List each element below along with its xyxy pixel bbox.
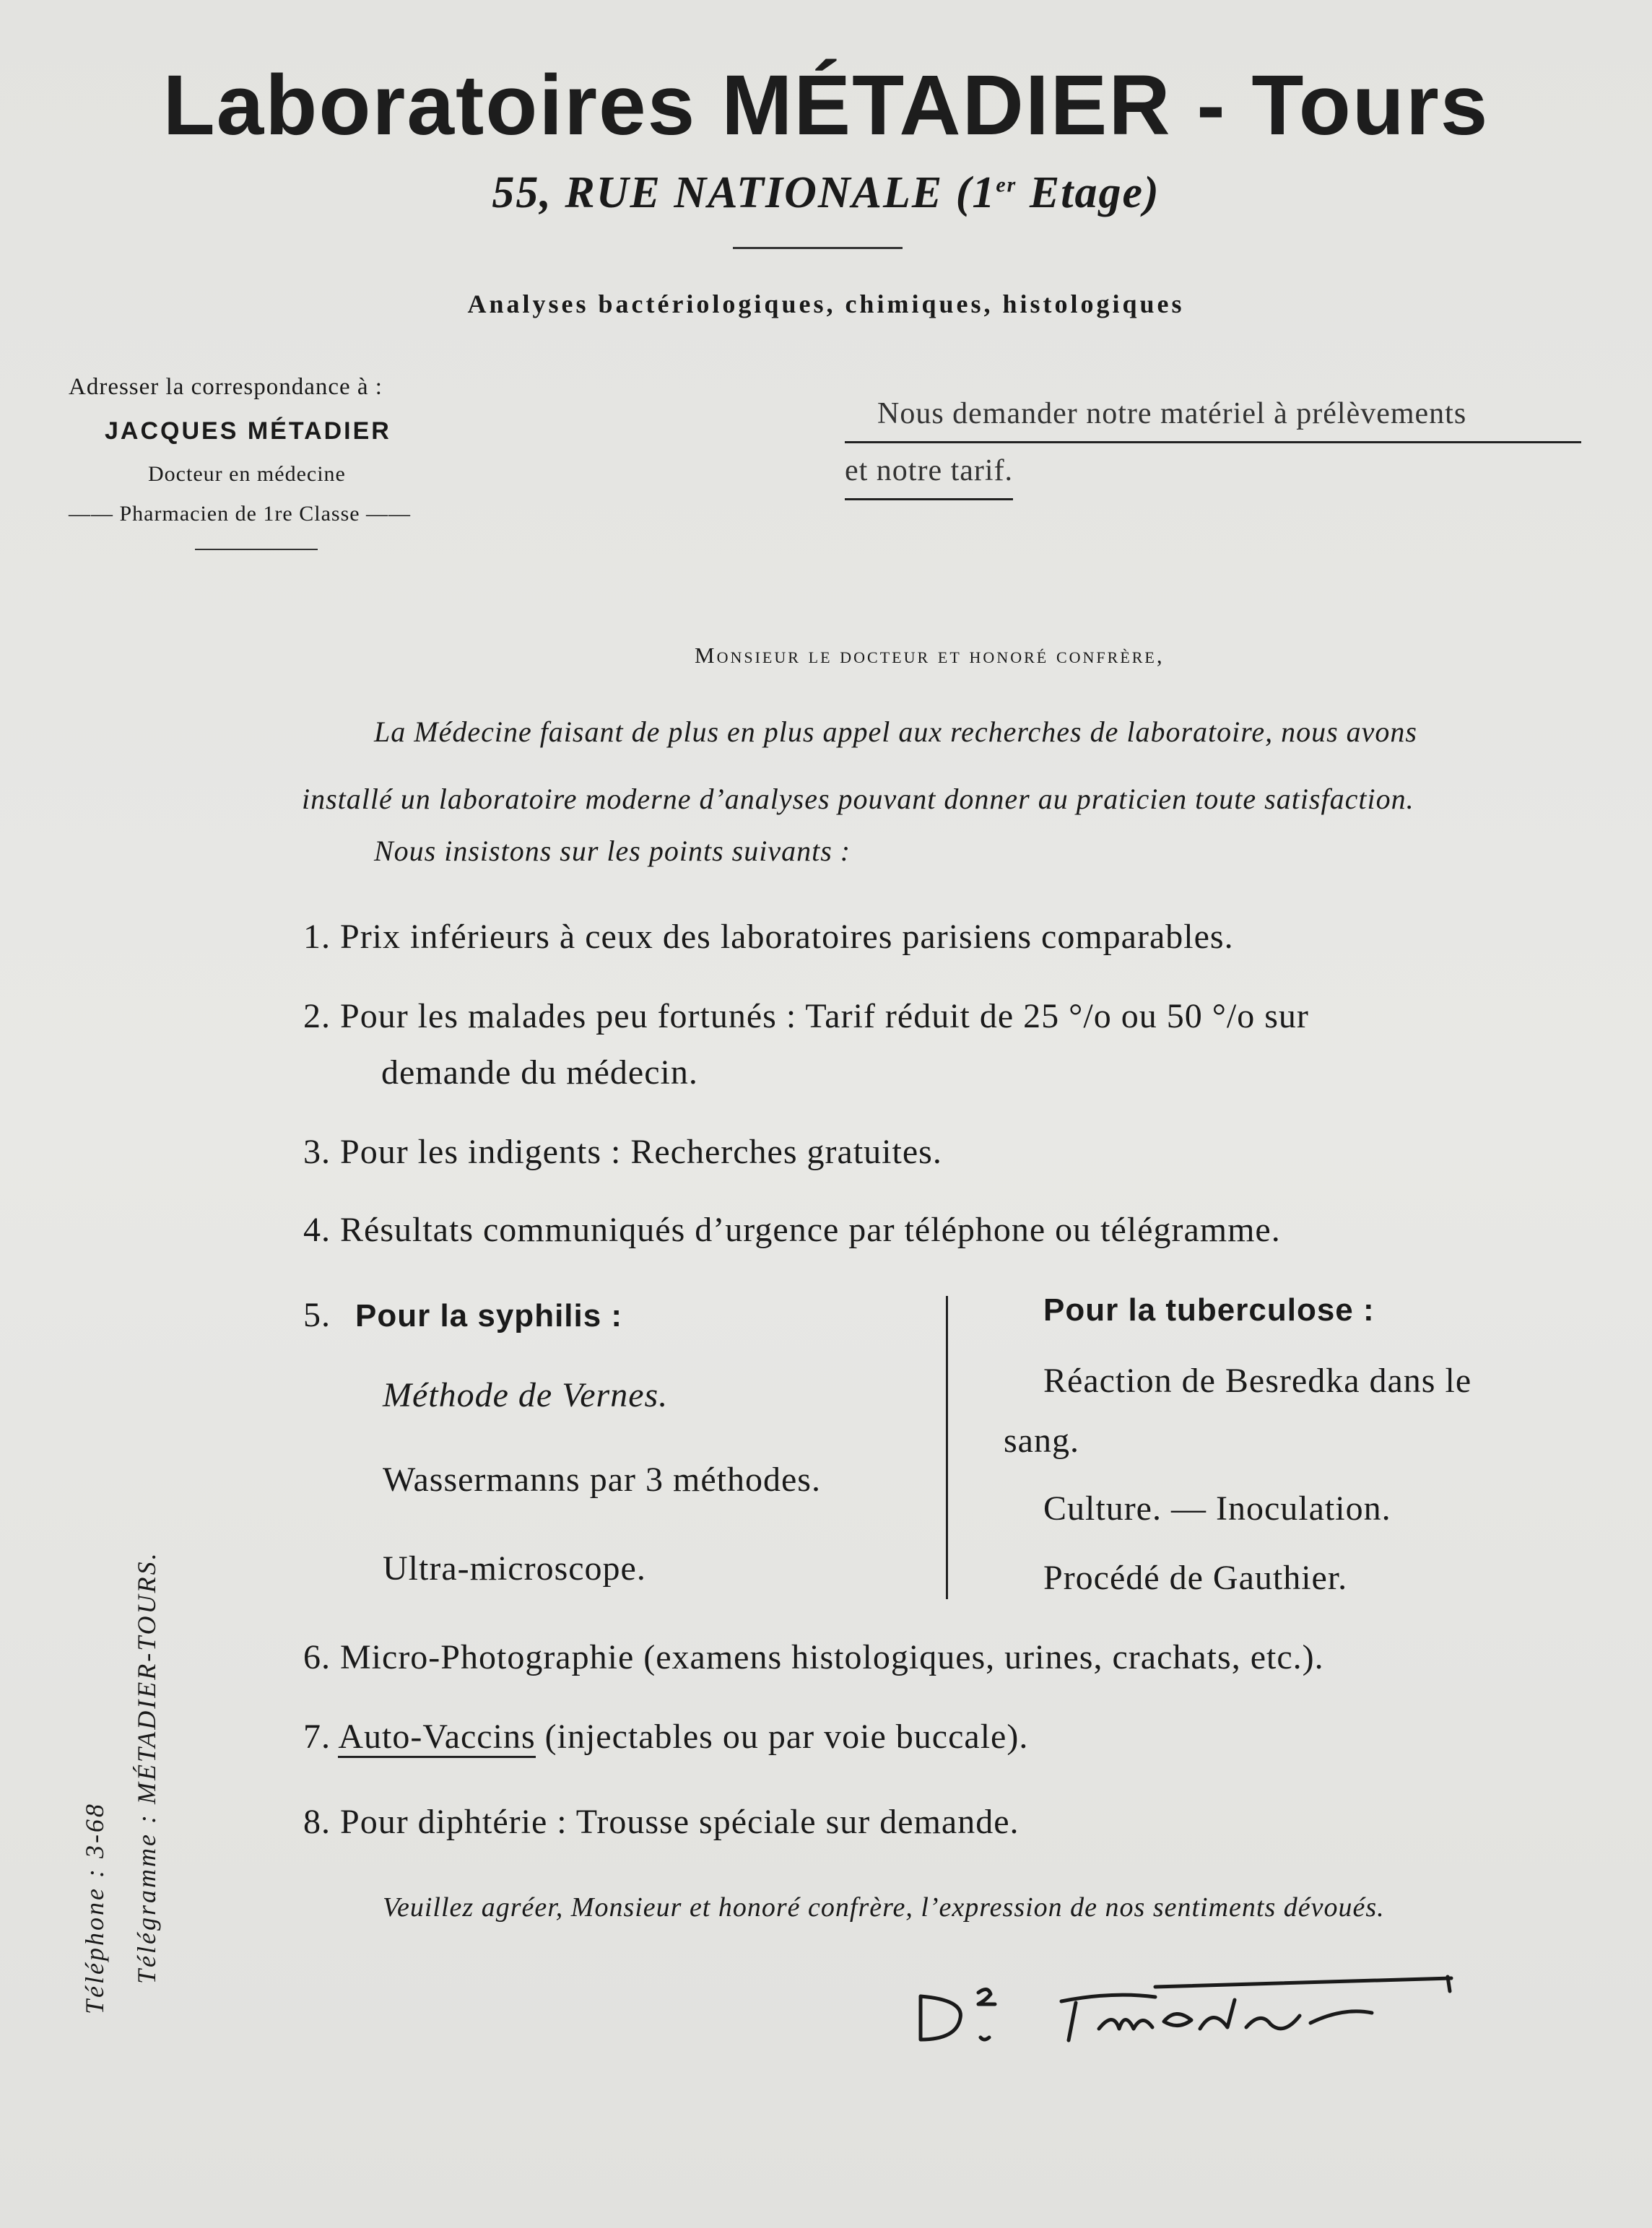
intro-line-1: La Médecine faisant de plus en plus appel aux recherches de laboratoire, nous avons xyxy=(374,715,1417,748)
auto-vaccins-underlined: Auto-Vaccins xyxy=(338,1718,535,1758)
material-request-line1: Nous demander notre matériel à prélèvements xyxy=(845,386,1581,443)
tuberculose-heading: Pour la tuberculose : xyxy=(1043,1292,1375,1328)
tuberculose-besredka-continued: sang. xyxy=(1004,1422,1079,1460)
item-2-continued: demande du médecin. xyxy=(381,1053,698,1092)
item-4: 4. Résultats communiqués d’urgence par téléphone ou télégramme. xyxy=(303,1211,1281,1249)
tuberculose-gauthier: Procédé de Gauthier. xyxy=(1043,1559,1348,1597)
column-divider xyxy=(946,1296,948,1599)
telephone-side-note: Téléphone : 3-68 xyxy=(80,1802,109,2014)
syphilis-wassermann: Wassermanns par 3 méthodes. xyxy=(383,1461,821,1499)
correspondence-name: JACQUES MÉTADIER xyxy=(105,417,391,445)
material-request-note xyxy=(845,386,1581,500)
item-6: 6. Micro-Photographie (examens histologiques, urines, crachats, etc.). xyxy=(303,1638,1324,1676)
item-8: 8. Pour diphtérie : Trousse spéciale sur demande. xyxy=(303,1803,1020,1841)
header-divider xyxy=(733,247,903,249)
correspondence-intro: Adresser la correspondance à : xyxy=(69,374,383,400)
intro-line-2: installé un laboratoire moderne d’analyses pouvant donner au praticien toute satisfaction. xyxy=(302,783,1414,815)
syphilis-ultramicroscope: Ultra-microscope. xyxy=(383,1549,646,1588)
correspondence-title-pharmacist: —— Pharmacien de 1re Classe —— xyxy=(69,502,412,526)
item-7: 7. Auto-Vaccins (injectables ou par voie buccale). xyxy=(303,1717,1028,1757)
item-5-number: 5. xyxy=(303,1296,331,1334)
handwritten-signature xyxy=(910,1971,1458,2050)
material-request-line2: et notre tarif. xyxy=(845,443,1013,500)
insist-line: Nous insistons sur les points suivants : xyxy=(374,835,851,867)
correspondence-title-doctor: Docteur en médecine xyxy=(148,462,346,486)
tuberculose-besredka: Réaction de Besredka dans le xyxy=(1043,1362,1472,1400)
closing-formula: Veuillez agréer, Monsieur et honoré confrère, l’expression de nos sentiments dévoués. xyxy=(383,1892,1385,1923)
tuberculose-culture: Culture. — Inoculation. xyxy=(1043,1489,1391,1528)
item-3: 3. Pour les indigents : Recherches gratuites. xyxy=(303,1133,942,1171)
item-1: 1. Prix inférieurs à ceux des laboratoires parisiens comparables. xyxy=(303,918,1234,956)
correspondence-divider xyxy=(195,549,318,550)
letterhead-address: 55, RUE NATIONALE (1er Etage) xyxy=(492,168,1160,217)
item-2: 2. Pour les malades peu fortunés : Tarif réduit de 25 °/o ou 50 °/o sur xyxy=(303,997,1309,1035)
analyses-subtitle: Analyses bactériologiques, chimiques, histologiques xyxy=(467,290,1185,318)
telegram-side-note: Télégramme : MÉTADIER-TOURS. xyxy=(132,1551,161,1984)
syphilis-heading: Pour la syphilis : xyxy=(355,1298,623,1333)
salutation: Monsieur le docteur et honoré confrère, xyxy=(695,643,1165,668)
syphilis-method: Méthode de Vernes. xyxy=(383,1376,669,1414)
letterhead-title: Laboratoires MÉTADIER - Tours xyxy=(162,58,1490,153)
